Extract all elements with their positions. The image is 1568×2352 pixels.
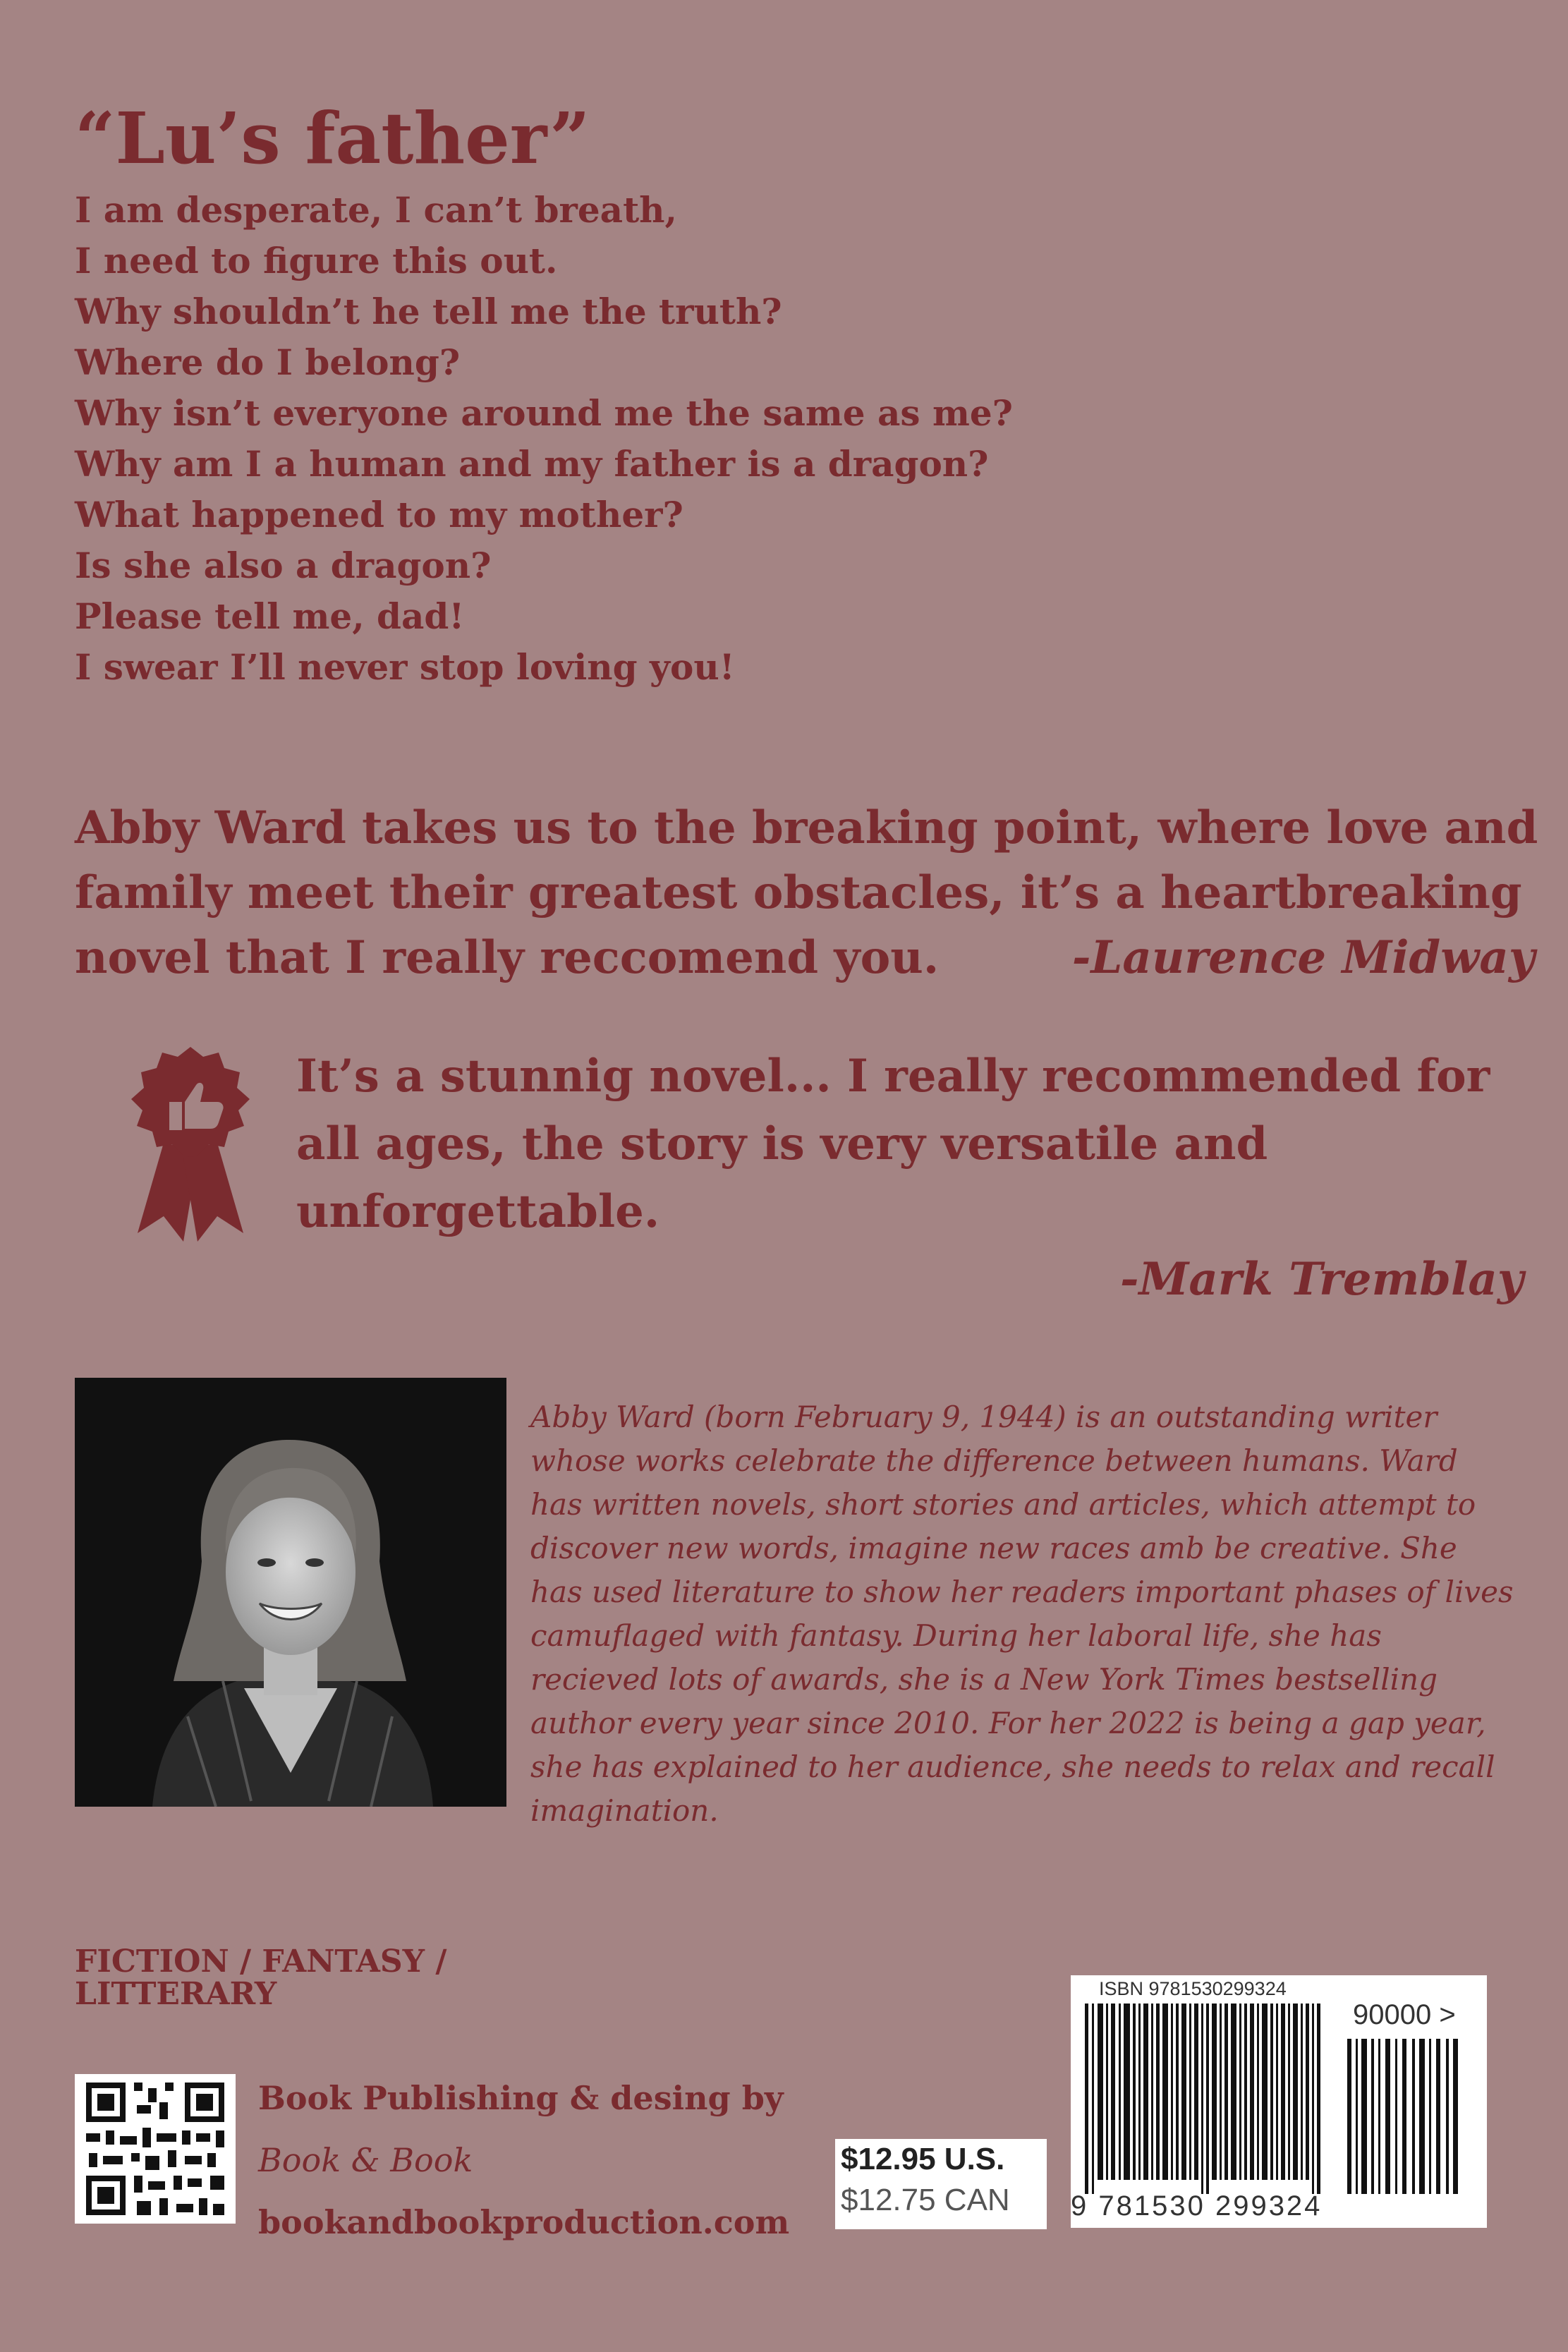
poem-line: I am desperate, I can’t breath, [75, 189, 677, 231]
isbn-number: ISBN 9781530299324 [1099, 1978, 1287, 1999]
publisher-name: Book & Book [258, 2141, 473, 2179]
review-author: -Laurence Midway [1071, 931, 1535, 984]
poem-line: Why am I a human and my father is a dragon? [75, 443, 989, 485]
poem-line: Is she also a dragon? [75, 545, 492, 586]
genre-label: FICTION / FANTASY / LITTERARY [75, 1944, 447, 2012]
poem-line: Why shouldn’t he tell me the truth? [75, 291, 782, 332]
poem-line: Why isn’t everyone around me the same as me? [75, 392, 1013, 434]
price-label [835, 2139, 1047, 2229]
publisher-info [258, 2067, 789, 2253]
isbn-barcode [1071, 1975, 1487, 2228]
poem [75, 185, 1013, 693]
publisher-credit: Book Publishing & desing by [258, 2079, 784, 2117]
review-laurence-midway [75, 796, 1549, 990]
barcode-digits: 9 781530 299324 [1071, 2190, 1323, 2221]
author-photo [75, 1378, 506, 1807]
award-ribbon-thumbs-up-icon [120, 1044, 261, 1256]
review-quote: Abby Ward takes us to the breaking point, where love and family meet their greatest obstacles, it’s a heartbreaking novel that I really reccomend you. [75, 801, 1538, 984]
publisher-website-link[interactable]: bookandbookproduction.com [258, 2203, 790, 2241]
author-bio: Abby Ward (born February 9, 1944) is an outstanding writer whose works celebrate the difference between humans. Ward has written novels, short stories and articles, which attempt to discover new words, imagine new races amb be creative. She has used literature to show her readers important phases of lives camuflaged with fantasy. During her laboral life, she has recieved lots of awards, she is a New York Times bestselling author every year since 2010. For her 2022 is being a gap year, she has explained to her audience, she needs to relax and recall imagination. [530, 1400, 1514, 1828]
price-us: $12.95 U.S. [841, 2142, 1005, 2176]
qr-code-icon[interactable] [75, 2074, 236, 2224]
poem-line: I swear I’ll never stop loving you! [75, 646, 735, 688]
review-mark-tremblay [296, 1043, 1524, 1314]
book-title: “Lu’s father” [75, 97, 590, 180]
poem-line: What happened to my mother? [75, 494, 683, 535]
poem-line: Please tell me, dad! [75, 595, 465, 637]
review-author: -Mark Tremblay [1119, 1253, 1524, 1306]
barcode-addon-number: 90000 > [1353, 1999, 1456, 2030]
price-can: $12.75 CAN [841, 2183, 1010, 2217]
poem-line: Where do I belong? [75, 341, 461, 383]
poem-line: I need to figure this out. [75, 240, 558, 281]
review-quote: It’s a stunnig novel... I really recommended for all ages, the story is very versatile and unforgettable. [296, 1050, 1490, 1238]
